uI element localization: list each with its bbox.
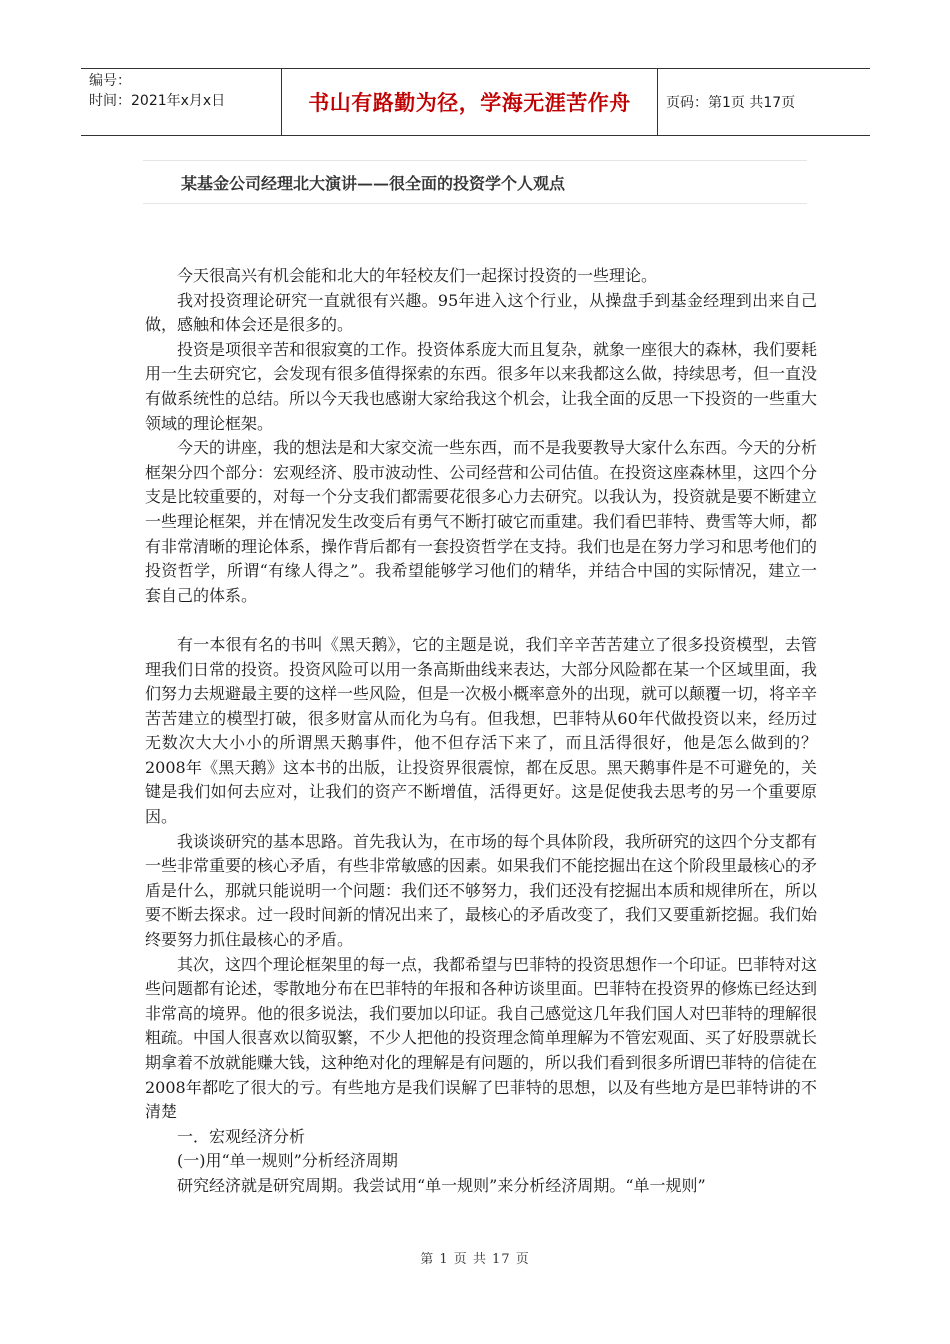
paragraph: 今天的讲座，我的想法是和大家交流一些东西，而不是我要教导大家什么东西。今天的分析框架分四个部分：宏观经济、股市波动性、公司经营和公司估值。在投资这座森林里，这四个分支是比较重要的，对每一个分支我们都需要花很多心力去研究。以我认为，投资就是要不断建立一些理论框架，并在情况发生改变后有勇气不断打破它而重建。我们看巴菲特、费雪等大师，都有非常清晰的理论体系，操作背后都有一套投资哲学在支持。我们也是在努力学习和思考他们的投资哲学，所谓“有缘人得之”。我希望能够学习他们的精华，并结合中国的实际情况，建立一套自己的体系。 bbox=[145, 438, 818, 605]
section-heading: 一．宏观经济分析 bbox=[177, 1126, 306, 1146]
header-motto: 书山有路勤为径，学海无涯苦作舟 bbox=[282, 69, 658, 135]
header-page-info: 页码：第1页 共17页 bbox=[666, 95, 796, 111]
paragraph: 今天很高兴有机会能和北大的年轻校友们一起探讨投资的一些理论。 bbox=[177, 266, 658, 285]
page-header bbox=[81, 68, 870, 136]
page-footer: 第 1 页 共 17 页 bbox=[420, 1252, 530, 1267]
paragraph: 研究经济就是研究周期。我尝试用“单一规则”来分析经济周期。“单一规则” bbox=[177, 1175, 706, 1195]
document-body bbox=[145, 264, 817, 1199]
document-number-label: 编号： bbox=[89, 73, 131, 89]
header-info-cell bbox=[81, 69, 282, 135]
subsection-heading: (一)用“单一规则”分析经济周期 bbox=[177, 1151, 398, 1171]
paragraph: 投资是项很辛苦和很寂寞的工作。投资体系庞大而且复杂，就象一座很大的森林，我们要耗用一生去研究它，会发现有很多值得探索的东西。很多年以来我都这么做，持续思考，但一直没有做系统性的总结。所以今天我也感谢大家给我这个机会，让我全面的反思一下投资的一些重大领域的理论框架。 bbox=[145, 339, 818, 433]
document-title-bar bbox=[143, 160, 807, 204]
paragraph: 有一本很有名的书叫《黑天鹅》，它的主题是说，我们辛辛苦苦建立了很多投资模型，去管理我们日常的投资。投资风险可以用一条高斯曲线来表达，大部分风险都在某一个区域里面，我们努力去规避最主要的这样一些风险，但是一次极小概率意外的出现，就可以颠覆一切，将辛辛苦苦建立的模型打破，很多财富从而化为乌有。但我想，巴菲特从60年代做投资以来，经历过无数次大大小小的所谓黑天鹅事件，他不但存活下来了，而且活得很好，他是怎么做到的？2008年《黑天鹅》这本书的出版，让投资界很震惊，都在反思。黑天鹅事件是不可避免的，关键是我们如何去应对，让我们的资产不断增值，活得更好。这是促使我去思考的另一个重要原因。 bbox=[145, 634, 818, 827]
paragraph: 我谈谈研究的基本思路。首先我认为，在市场的每个具体阶段，我所研究的这四个分支都有一些非常重要的核心矛盾，有些非常敏感的因素。如果我们不能挖掘出在这个阶段里最核心的矛盾是什么，那就只能说明一个问题：我们还不够努力，我们还没有挖掘出本质和规律所在，所以要不断去探求。过一段时间新的情况出来了，最核心的矛盾改变了，我们又要重新挖掘。我们始终要努力抓住最核心的矛盾。 bbox=[145, 831, 818, 950]
paragraph: 其次，这四个理论框架里的每一点，我都希望与巴菲特的投资思想作一个印证。巴菲特对这些问题都有论述，零散地分布在巴菲特的年报和各种访谈里面。巴菲特在投资界的修炼已经达到非常高的境界。他的很多说法，我们要加以印证。我自己感觉这几年我们国人对巴菲特的理解很粗疏。中国人很喜欢以简驭繁，不少人把他的投资理念简单理解为不管宏观面、买了好股票就长期拿着不放就能赚大钱，这种绝对化的理解是有问题的，所以我们看到很多所谓巴菲特的信徒在2008年都吃了很大的亏。有些地方是我们误解了巴菲特的思想，以及有些地方是巴菲特讲的不清楚 bbox=[145, 954, 818, 1122]
document-title: 某基金公司经理北大演讲——很全面的投资学个人观点 bbox=[181, 173, 566, 193]
paragraph: 我对投资理论研究一直就很有兴趣。95年进入这个行业，从操盘手到基金经理到出来自己做，感触和体会还是很多的。 bbox=[145, 290, 817, 335]
document-time-label: 时间：2021年x月x日 bbox=[89, 93, 226, 109]
